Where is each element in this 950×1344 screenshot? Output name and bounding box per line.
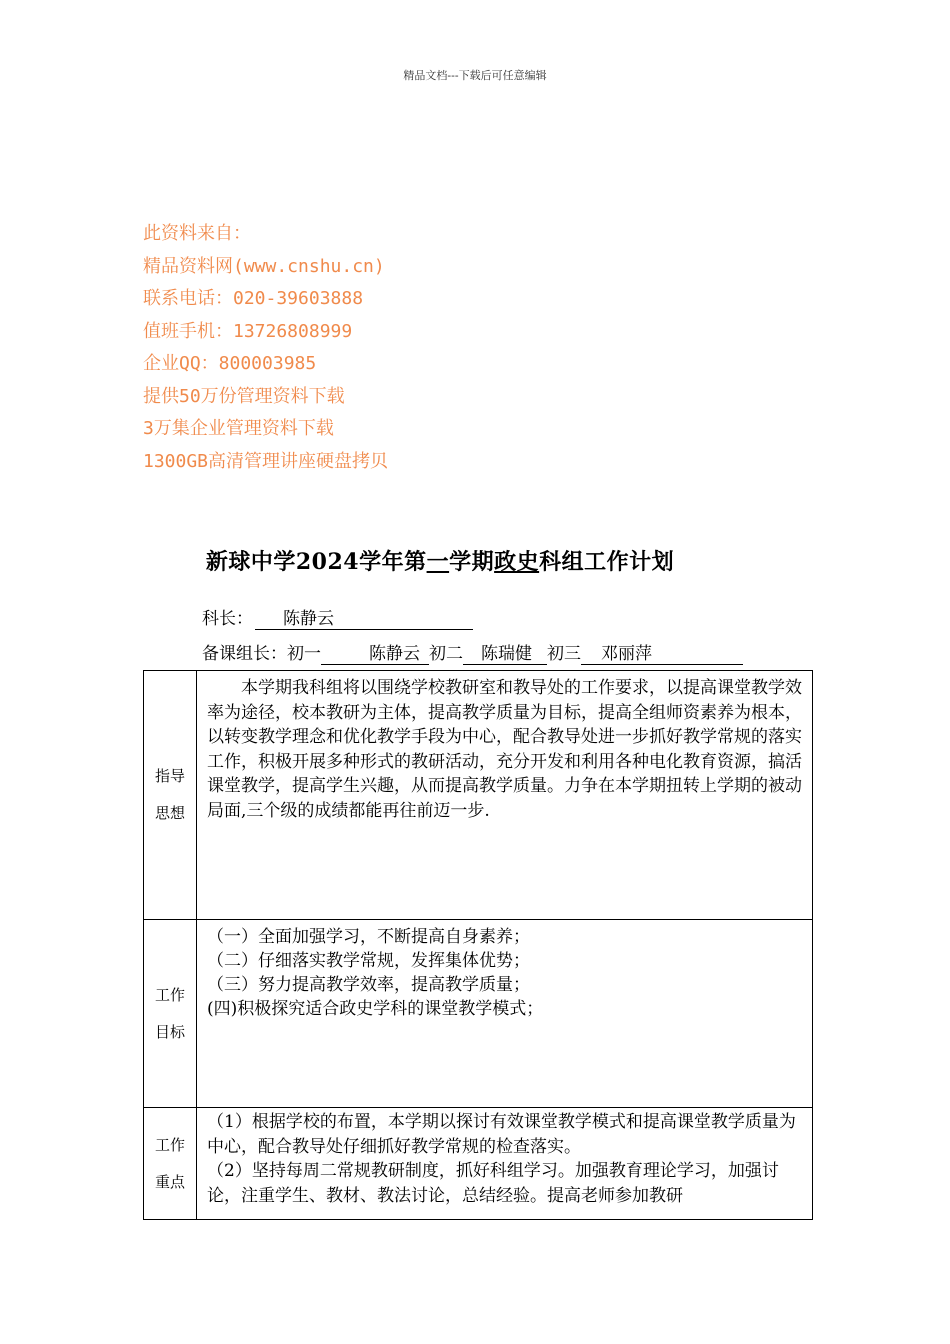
header-note: 精品文档---下载后可任意编辑 — [403, 69, 547, 82]
guide-text: 本学期我科组将以围绕学校教研室和教导处的工作要求，以提高课堂教学效率为途径，校本教研为主体，提高教学质量为目标，提高全组师资素养为根本，以转变教学理念和优化教学手段为中心，配合教导处进一步抓好教学常规的落实工作，积极开展多种形式的教研活动，充分开发和利用各种电化教育资源，搞活课堂教学，提高学生兴趣，从而提高教学质量。力争在本学期扭转上学期的被动局面,三个级的成绩都能再往前迈一步. — [207, 678, 802, 821]
promo-line: 提供50万份管理资料下载 — [143, 385, 345, 407]
row-label-line: 工作 — [154, 985, 185, 1004]
promo-line: 1300GB高清管理讲座硬盘拷贝 — [143, 450, 389, 472]
promo-block — [143, 218, 388, 478]
row-label — [144, 920, 197, 1108]
leader-label: 科长： — [202, 609, 253, 629]
promo-line: 企业QQ：800003985 — [143, 353, 317, 374]
list-item: (四)积极探究适合政史学科的课堂教学模式； — [207, 999, 544, 1019]
title-part: 一 — [426, 549, 450, 575]
guide-content — [197, 671, 813, 920]
list-item: （三）努力提高教学效率，提高教学质量； — [207, 975, 530, 995]
promo-line: 此资料来自： — [143, 223, 251, 244]
list-item: （1）根据学校的布置，本学期以探讨有效课堂教学模式和提高课堂教学质量为中心，配合教导处仔细抓好教学常规的检查落实。 — [207, 1112, 796, 1157]
table-row — [144, 671, 813, 920]
goals-content — [197, 920, 813, 1108]
table-row — [144, 1108, 813, 1220]
row-label-line: 指导 — [154, 767, 185, 785]
promo-line: 联系电话：020-39603888 — [143, 288, 364, 309]
group-3-name: 邓丽萍 — [581, 644, 743, 665]
document-title — [0, 545, 880, 576]
group-2-name: 陈瑞健 — [463, 644, 547, 665]
row-label — [144, 1108, 197, 1220]
list-item: （二）仔细落实教学常规，发挥集体优势； — [207, 951, 530, 971]
focus-content — [197, 1108, 813, 1220]
group-2-label: 初二 — [429, 644, 463, 664]
table-row — [144, 920, 813, 1108]
row-label-line: 思想 — [154, 804, 185, 822]
leader-line — [202, 604, 473, 630]
promo-line: 3万集企业管理资料下载 — [143, 418, 334, 439]
plan-table — [143, 670, 813, 1220]
list-item: （一）全面加强学习，不断提高自身素养； — [207, 927, 530, 947]
row-label — [144, 671, 197, 920]
row-label-line: 工作 — [154, 1135, 185, 1154]
row-label-line: 重点 — [154, 1172, 185, 1191]
list-item: （2）坚持每周二常规教研制度，抓好科组学习。加强教育理论学习，加强讨论，注重学生、教材、教法讨论，总结经验。提高老师参加教研 — [207, 1161, 779, 1206]
group-1-label: 初一 — [287, 644, 321, 664]
title-part: 学期 — [449, 549, 495, 575]
leader-name: 陈静云 — [255, 609, 473, 630]
group-1-name: 陈静云 — [321, 644, 429, 665]
group-leaders-line — [202, 639, 743, 665]
title-part: 科组工作计划 — [539, 549, 675, 575]
promo-line: 精品资料网(www.cnshu.cn) — [143, 255, 385, 277]
row-label-line: 目标 — [154, 1022, 185, 1041]
title-part: 新球中学2024学年第 — [205, 549, 427, 575]
group-leaders-label: 备课组长： — [202, 644, 287, 664]
promo-line: 值班手机：13726808999 — [143, 320, 353, 342]
title-part: 政史 — [494, 549, 540, 575]
group-3-label: 初三 — [547, 644, 581, 664]
